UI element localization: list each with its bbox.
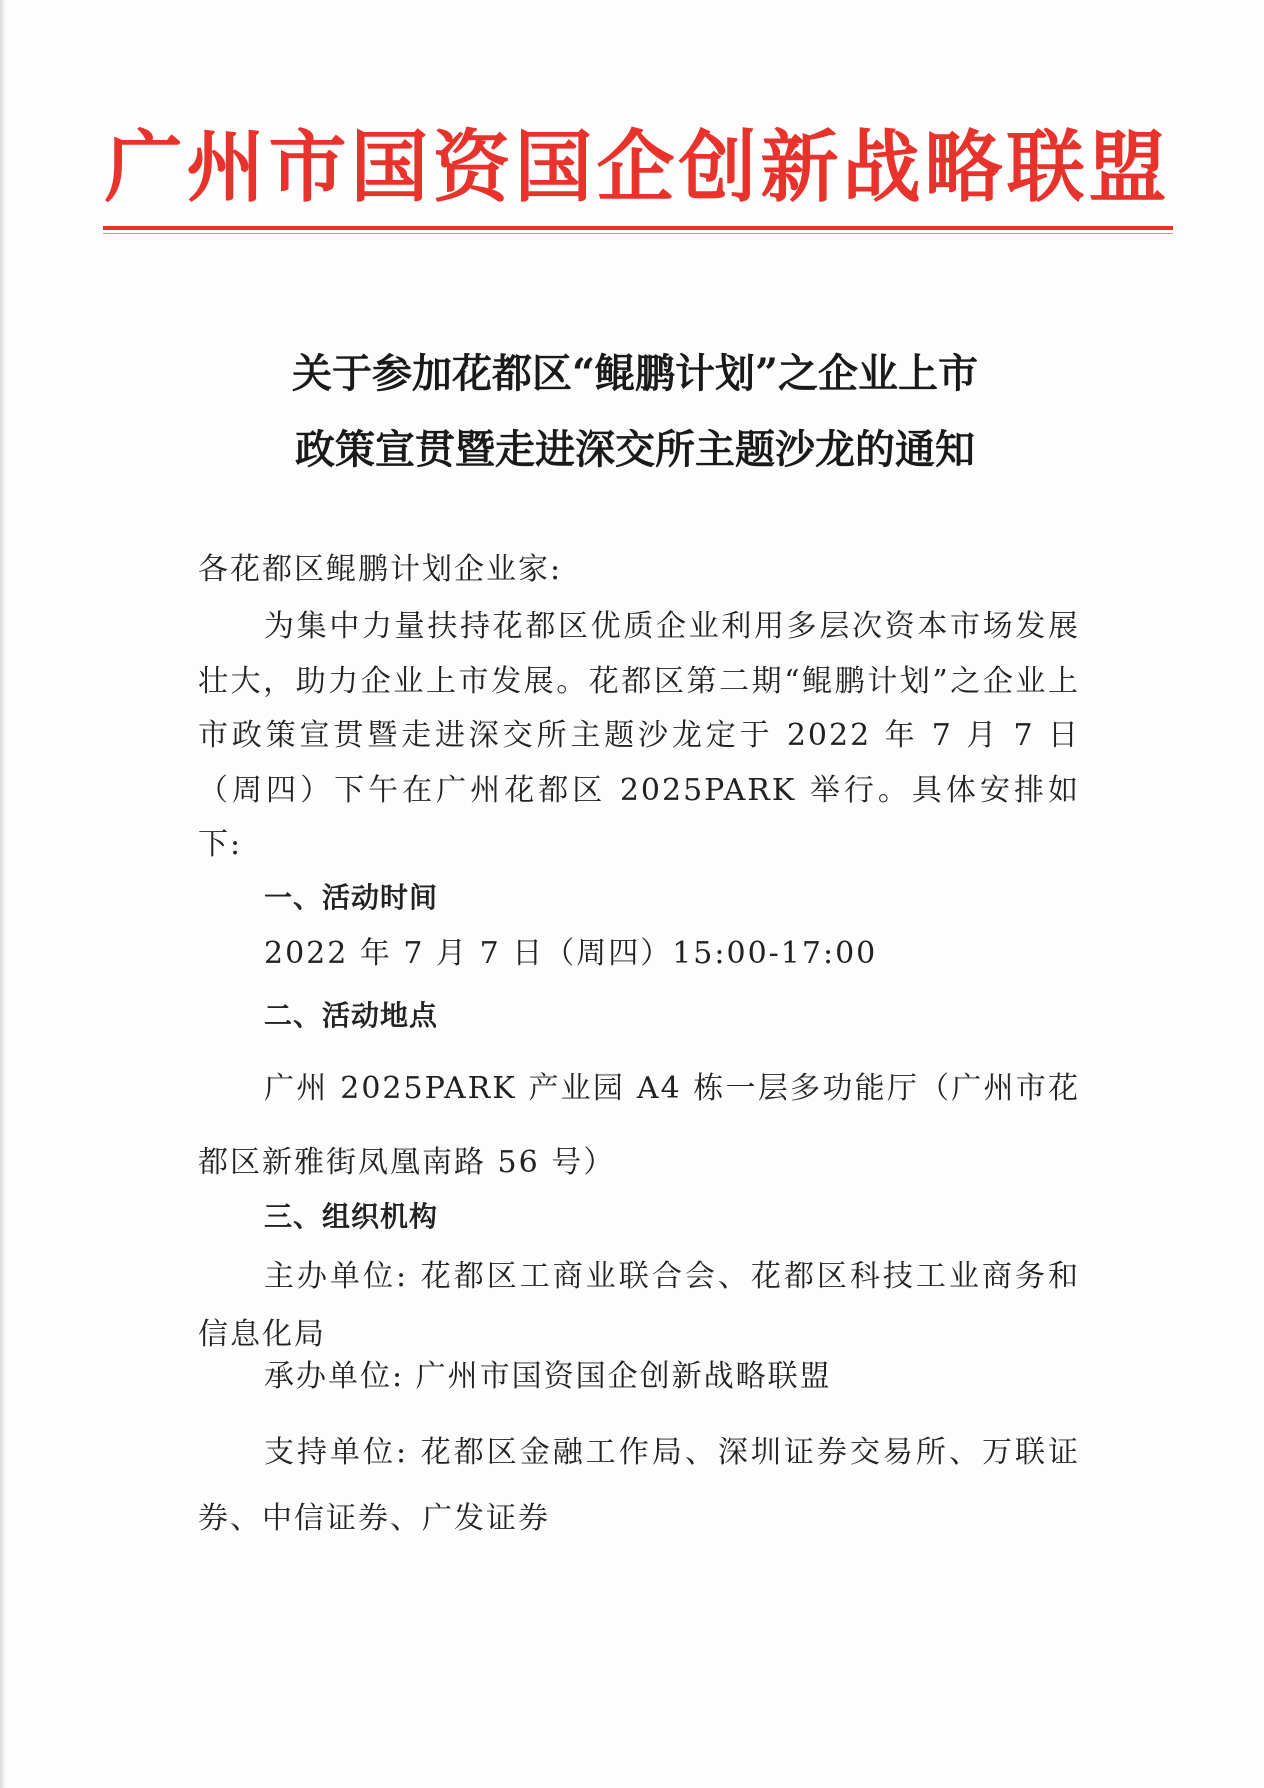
salutation: 各花都区鲲鹏计划企业家: <box>198 552 563 587</box>
host-units: 主办单位: 花都区工商业联合会、花都区科技工业商务和信息化局 <box>198 1259 1080 1352</box>
section-heading-place: 二、活动地点 <box>264 999 439 1032</box>
notice-title-line-1: 关于参加花都区“鲲鹏计划”之企业上市 <box>291 350 978 397</box>
page-edge-shadow <box>0 0 6 1788</box>
notice-title <box>150 336 1120 488</box>
support-units: 支持单位: 花都区金融工作局、深圳证券交易所、万联证券、中信证券、广发证券 <box>198 1435 1080 1536</box>
masthead-red-rule-thin <box>103 233 1173 234</box>
organizer-unit: 承办单位: 广州市国资国企创新战略联盟 <box>264 1359 832 1394</box>
section-heading-organization: 三、组织机构 <box>264 1200 439 1233</box>
masthead-title: 广州市国资国企创新战略联盟 <box>104 122 1171 213</box>
masthead-red-rule <box>103 226 1173 230</box>
intro-paragraph: 为集中力量扶持花都区优质企业利用多层次资本市场发展壮大，助力企业上市发展。花都区第二期“鲲鹏计划”之企业上市政策宣贯暨走进深交所主题沙龙定于 2022 年 7 月 7 日（周四）下午在广州花都区 2025PARK 举行。具体安排如下: <box>198 609 1080 862</box>
notice-title-line-2: 政策宣贯暨走进深交所主题沙龙的通知 <box>295 426 975 473</box>
event-time: 2022 年 7 月 7 日（周四）15:00-17:00 <box>264 936 878 971</box>
event-place: 广州 2025PARK 产业园 A4 栋一层多功能厅（广州市花都区新雅街凤凰南路 56 号） <box>198 1071 1080 1180</box>
section-heading-time: 一、活动时间 <box>264 881 439 914</box>
